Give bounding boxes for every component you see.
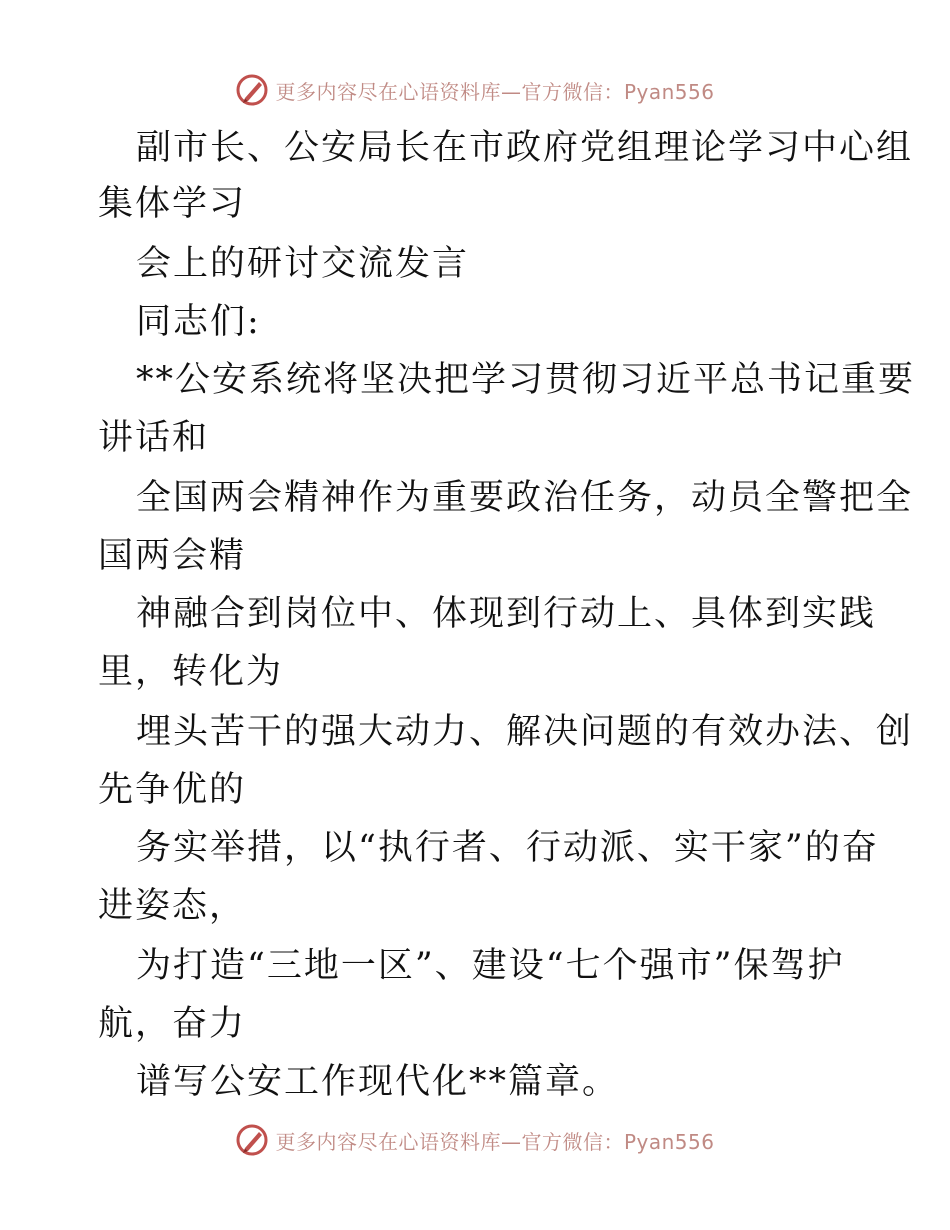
salutation: 同志们: [136,302,261,342]
header-banner [0,70,950,110]
title-line-2: 集体学习 [98,184,247,224]
paragraph-line: 先争优的 [98,770,247,810]
paragraph-line: **公安系统将坚决把学习贯彻习近平总书记重要 [136,360,916,400]
pen-in-circle-logo-icon [235,73,269,107]
paragraph-line: 航，奋力 [98,1004,247,1044]
paragraph-line: 国两会精 [98,536,247,576]
paragraph-line: 讲话和 [98,418,210,458]
paragraph-line: 里，转化为 [98,652,284,692]
paragraph-line: 神融合到岗位中、体现到行动上、具体到实践 [136,594,877,634]
pen-in-circle-logo-icon [235,1123,269,1157]
paragraph-line: 为打造“三地一区”、建设“七个强市”保驾护 [136,946,845,986]
paragraph-line: 务实举措，以“执行者、行动派、实干家”的奋 [136,828,879,868]
paragraph-line: 全国两会精神作为重要政治任务，动员全警把全 [136,478,914,518]
paragraph-line: 埋头苦干的强大动力、解决问题的有效办法、创 [136,712,914,752]
paragraph-line: 进姿态， [98,886,247,926]
title-line-1: 副市长、公安局长在市政府党组理论学习中心组 [136,128,914,168]
title-line-3: 会上的研讨交流发言 [136,244,470,284]
footer-banner-text: 更多内容尽在心语资料库—官方微信：Pyan556 [275,1129,715,1154]
paragraph-line: 谱写公安工作现代化**篇章。 [136,1062,620,1102]
header-banner-text: 更多内容尽在心语资料库—官方微信：Pyan556 [275,79,715,104]
footer-banner [0,1120,950,1160]
